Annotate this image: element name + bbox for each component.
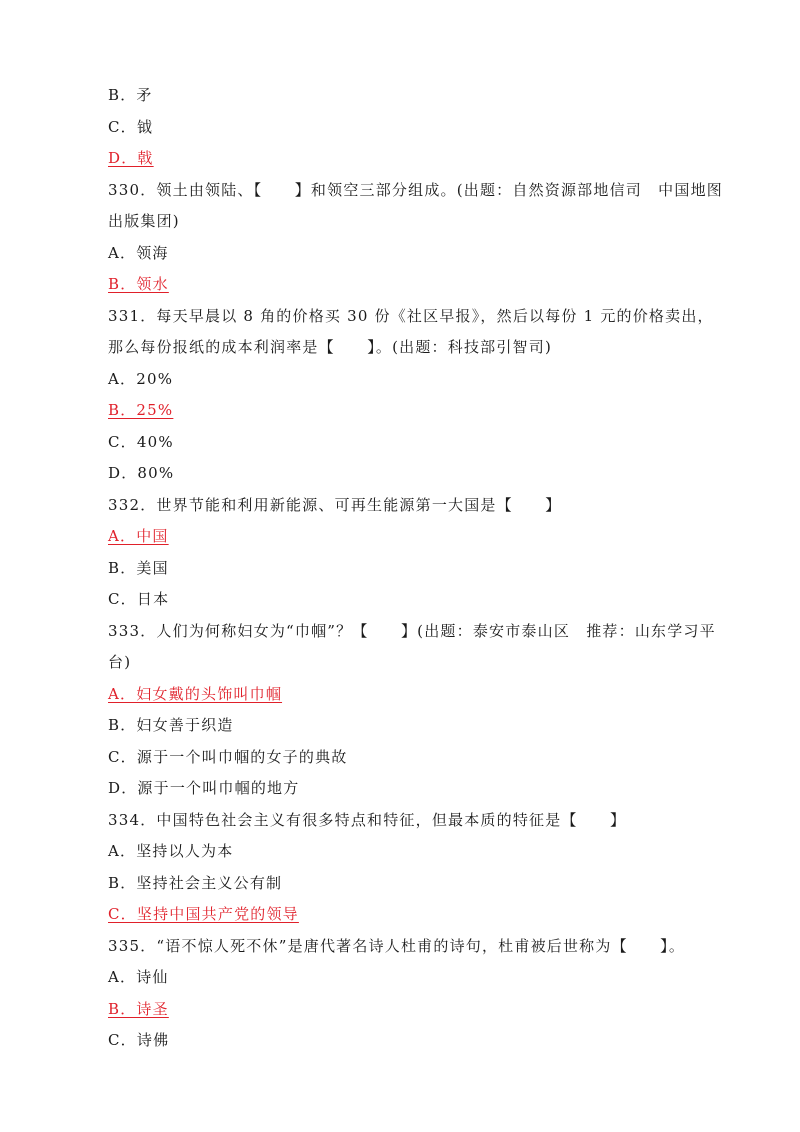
option-b-332: B．美国 [108, 558, 169, 577]
question-334: 334．中国特色社会主义有很多特点和特征，但最本质的特征是【 】 [108, 810, 627, 829]
answer-a-332: A．中国 [108, 527, 169, 545]
option-a-334: A．坚持以人为本 [108, 842, 234, 860]
answer-a-333: A．妇女戴的头饰叫巾帼 [108, 684, 283, 703]
answer-c-334: C．坚持中国共产党的领导 [108, 905, 299, 923]
answer-d-329: D．戟 [108, 149, 154, 167]
question-330: 330．领土由领陆、【 】和领空三部分组成。(出题：自然资源部地信司 中国地图出版集团) [108, 180, 723, 230]
answer-b-331: B．25% [108, 401, 174, 419]
option-d-331: D．80% [108, 464, 175, 482]
option-c-332: C．日本 [108, 590, 170, 608]
answer-b-335: B．诗圣 [108, 999, 169, 1018]
question-335: 335．“语不惊人死不休”是唐代著名诗人杜甫的诗句，杜甫被后世称为【 】。 [108, 936, 686, 955]
option-b-329: B．矛 [108, 86, 153, 104]
option-b-333: B．妇女善于织造 [108, 716, 234, 734]
option-a-330: A．领海 [108, 243, 169, 262]
question-331: 331．每天早晨以 8 角的价格买 30 份《社区早报》，然后以每份 1 元的价格卖出，那么每份报纸的成本利润率是【 】。(出题：科技部引智司) [108, 306, 714, 356]
option-d-333: D．源于一个叫巾帼的地方 [108, 779, 300, 797]
option-c-331: C．40% [108, 432, 174, 451]
option-b-334: B．坚持社会主义公有制 [108, 873, 283, 892]
question-333: 333．人们为何称妇女为“巾帼”？【 】(出题：泰安市泰山区 推荐：山东学习平台) [108, 621, 716, 671]
option-a-335: A．诗仙 [108, 968, 169, 986]
option-c-335: C．诗佛 [108, 1031, 170, 1049]
option-c-333: C．源于一个叫巾帼的女子的典故 [108, 747, 348, 766]
option-a-331: A．20% [108, 369, 174, 388]
option-c-329: C．钺 [108, 117, 154, 136]
question-332: 332．世界节能和利用新能源、可再生能源第一大国是【 】 [108, 495, 562, 514]
answer-b-330: B．领水 [108, 275, 169, 293]
quiz-content [108, 80, 724, 1057]
